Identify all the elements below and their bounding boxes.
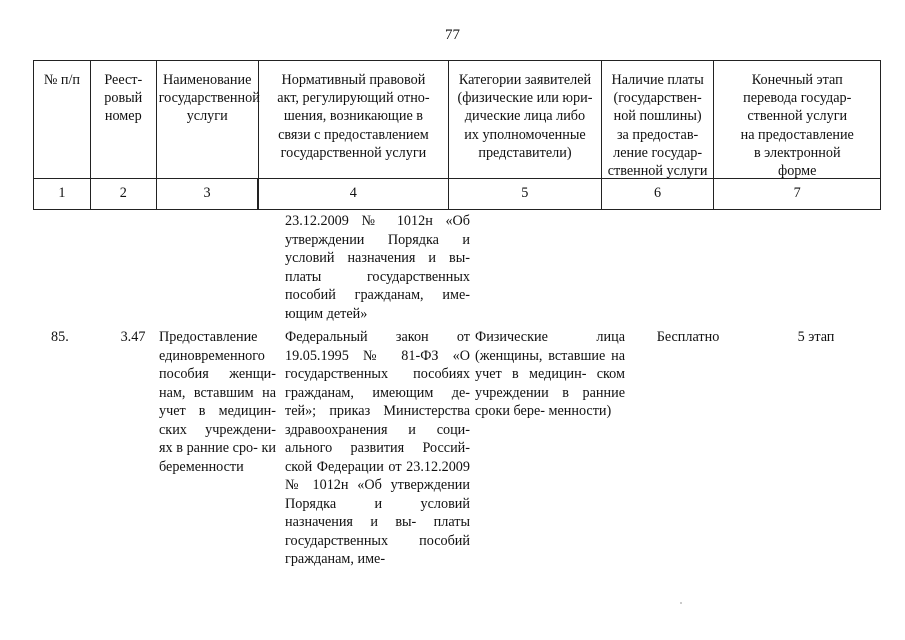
column-number: 2 [91, 179, 157, 209]
header-col-final-stage: Конечный этап перевода государ- ственной услуги на предоставление в электронной форме [740, 72, 854, 180]
header-col-number: № п/п [34, 61, 91, 209]
header-col-registry: Реест- ровый номер [91, 61, 157, 209]
row-final-stage: 5 этап [797, 329, 835, 345]
page-number: 77 [445, 27, 460, 43]
header-col-service-name: Наименование государственной услуги [157, 61, 259, 209]
column-number: 7 [793, 185, 801, 201]
continued-legal-act: 23.12.2009 № 1012н «Об утверждении Порядка и условий назначения и вы- платы государственных пособий гражданам, име- ющим детей» [285, 213, 470, 322]
column-number: 5 [449, 179, 602, 209]
row-number: 85. [51, 329, 69, 345]
header-col-legal-act: Нормативный правовой акт, регулирующий отно- шения, возникающие в связи с предоставлением государственной услуги [259, 61, 449, 209]
scan-dot [680, 602, 682, 604]
row-legal-act: Федеральный закон от 19.05.1995 № 81-ФЗ «О государственных пособиях гражданам, имеющим де- тей»; приказ Министерства здравоохранения и соци- ального развития Россий- ской Федерации от 23.12.2009 № 1012н «Об утверждении Порядка и условий назначения и вы- платы государственных пособий гражданам, име- [285, 329, 470, 567]
row-registry-number: 3.47 [120, 329, 146, 345]
row-fee: Бесплатно [656, 329, 720, 345]
column-number: 4 [258, 179, 449, 209]
column-numbers-row [33, 178, 881, 210]
column-number: 3 [157, 179, 259, 209]
row-service-name: Предоставление единовременного пособия женщи- нам, вставшим на учет в медицин- ских учреждени- ях в ранние сро- ки беременности [159, 329, 276, 475]
header-col-fee: Наличие платы (государствен- ной пошлины) за предостав- ление государ- ственной услуги [602, 61, 715, 209]
column-number: 1 [34, 179, 91, 209]
row-applicant-category: Физические лица (женщины, вставшие на учет в медицин- ском учреждении в ранние сроки бере- менности) [475, 329, 625, 419]
header-col-applicants: Категории заявителей (физические или юри- дические лица либо их уполномоченные представители) [449, 61, 602, 209]
column-number: 6 [602, 179, 715, 209]
